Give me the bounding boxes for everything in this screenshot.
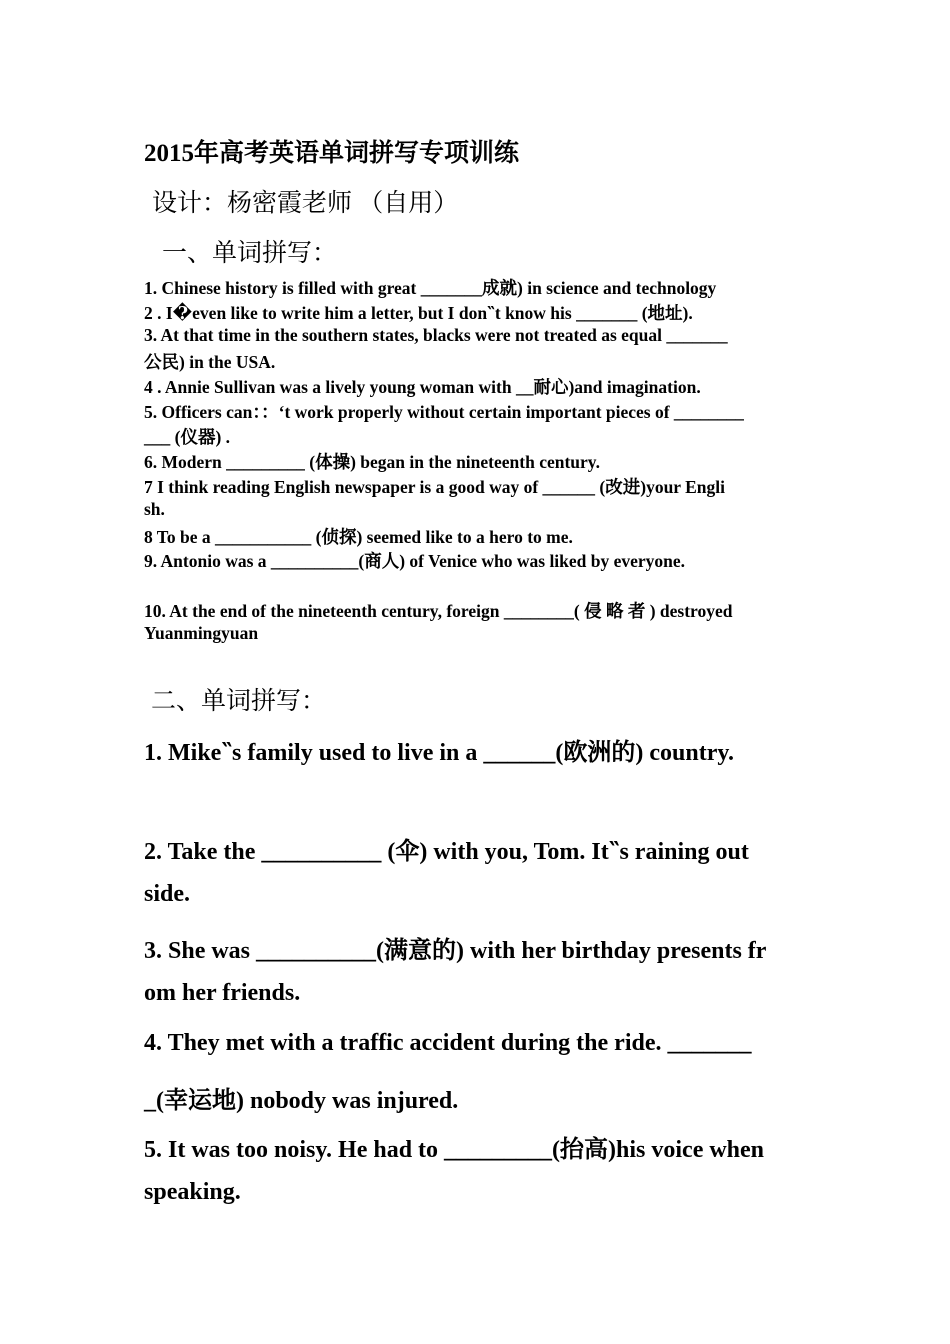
s1-line-6: 5. Officers can：：‘t work properly without certain important pieces of ________: [144, 402, 744, 422]
s1-line-8: 6. Modern _________ (体操) began in the nineteenth century.: [144, 452, 600, 472]
s1-line-7: ___ (仪器) .: [144, 427, 231, 447]
s2-line-4: 3. She was __________(满意的) with her birthday presents fr: [144, 938, 767, 964]
s2-line-5: om her friends.: [144, 980, 301, 1006]
s1-line-1: 1. Chinese history is filled with great _______成就) in science and technology: [144, 278, 717, 298]
s2-line-8: 5. It was too noisy. He had to _________(抬高)his voice when: [144, 1137, 765, 1163]
s1-line-3: 3. At that time in the southern states, blacks were not treated as equal _______: [144, 325, 728, 345]
s2-line-3: side.: [144, 881, 191, 907]
s1-line-13: 10. At the end of the nineteenth century, foreign ________( 侵 略 者 ) destroyed: [144, 601, 733, 621]
s2-line-6: 4. They met with a traffic accident during the ride. _______: [144, 1030, 752, 1056]
s1-line-14: Yuanmingyuan: [144, 623, 259, 643]
s2-line-7: _(幸运地) nobody was injured.: [144, 1088, 459, 1114]
s1-line-12: 9. Antonio was a __________(商人) of Venice who was liked by everyone.: [144, 551, 686, 571]
designer-line: 设计：杨密霞老师 （自用）: [152, 190, 459, 217]
s1-line-9: 7 I think reading English newspaper is a good way of ______ (改进)your Engli: [144, 477, 726, 497]
s1-line-11: 8 To be a ___________ (侦探) seemed like to a hero to me.: [144, 527, 573, 547]
s1-line-2: 2 . I�even like to write him a letter, but I don‶t know his _______ (地址).: [144, 303, 693, 323]
s1-line-5: 4 . Annie Sullivan was a lively young woman with __耐心)and imagination.: [144, 377, 701, 397]
document-title: 2015年高考英语单词拼写专项训练: [144, 140, 520, 167]
s1-line-10: sh.: [144, 499, 165, 519]
s1-line-4: 公民) in the USA.: [144, 352, 276, 372]
section-1-heading: 一、单词拼写：: [162, 240, 338, 267]
s2-line-2: 2. Take the __________ (伞) with you, Tom. It‶s raining out: [144, 839, 749, 865]
s2-line-1: 1. Mike‶s family used to live in a ______(欧洲的) country.: [144, 740, 735, 766]
s2-line-9: speaking.: [144, 1179, 241, 1205]
section-2-heading: 二、单词拼写：: [151, 688, 327, 715]
